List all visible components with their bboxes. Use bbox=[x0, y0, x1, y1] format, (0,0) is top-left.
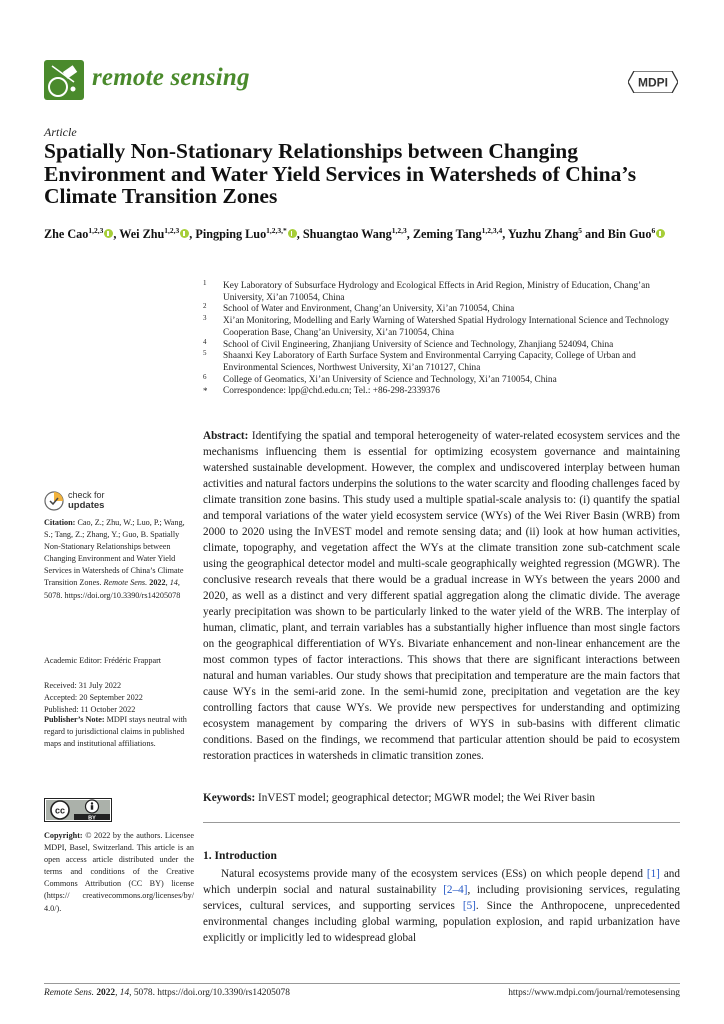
affiliation-text: School of Water and Environment, Chang’an University, Xi’an 710054, China bbox=[223, 304, 515, 315]
citation-volume: 14 bbox=[169, 578, 178, 588]
affiliation-marker: 6 bbox=[203, 372, 207, 381]
affiliation-text: Key Laboratory of Subsurface Hydrology and Ecological Effects in Arid Region, Ministry of Education, Chang’an University, Xi’an 710054, China bbox=[223, 281, 650, 303]
footer-doi[interactable]: , 5078. https://doi.org/10.3390/rs14205078 bbox=[129, 988, 290, 998]
publisher-note-text: MDPI stays neutral with regard to jurisdictional claims in published maps and institutional affiliations. bbox=[44, 715, 187, 749]
affiliation-marker: 2 bbox=[203, 302, 207, 311]
affiliation-marker: 5 bbox=[203, 349, 207, 358]
author-separator: , bbox=[113, 227, 120, 242]
orcid-icon[interactable] bbox=[180, 229, 189, 238]
footer-volume: 14 bbox=[119, 988, 130, 998]
author-separator: , bbox=[189, 227, 196, 242]
received-date: Received: 31 July 2022 bbox=[44, 681, 122, 690]
mdpi-logo-text: MDPI bbox=[638, 75, 668, 90]
affiliation-text: Shaanxi Key Laboratory of Earth Surface System and Environmental Carrying Capacity, College of Urban and Environmental Sciences, Northwest University, Xi’an 710127, China bbox=[223, 351, 636, 373]
introduction-heading: 1. Introduction bbox=[203, 850, 277, 862]
keywords-text: InVEST model; geographical detector; MGWR model; the Wei River basin bbox=[258, 792, 596, 804]
cc-by-license-icon[interactable] bbox=[44, 798, 112, 822]
affiliation-marker: 3 bbox=[203, 314, 207, 323]
publication-dates bbox=[44, 680, 194, 716]
affiliation-text: College of Geomatics, Xi’an University of Science and Technology, Xi’an 710054, China bbox=[223, 374, 557, 385]
copyright-notice bbox=[44, 830, 194, 915]
citation-link[interactable]: [1] bbox=[646, 868, 660, 880]
affiliation-marker: 4 bbox=[203, 337, 207, 346]
check-updates-icon bbox=[44, 491, 64, 511]
keywords-label: Keywords: bbox=[203, 792, 256, 804]
check-updates-line2: updates bbox=[68, 500, 105, 511]
footer-journal: Remote Sens. bbox=[44, 988, 94, 998]
author-affiliation-marker: 1,2,3,* bbox=[266, 226, 287, 235]
orcid-icon[interactable] bbox=[656, 229, 665, 238]
author-name: Zhe Cao bbox=[44, 227, 89, 242]
author-affiliation-marker: 1,2,3,4 bbox=[481, 226, 503, 235]
author-affiliation-marker: 1,2,3 bbox=[88, 226, 104, 235]
footer-journal-url[interactable]: https://www.mdpi.com/journal/remotesensing bbox=[508, 988, 680, 998]
affiliation-text: School of Civil Engineering, Zhanjiang University of Science and Technology, Zhanjiang 524094, China bbox=[223, 339, 614, 350]
affiliation-item bbox=[203, 337, 683, 352]
check-for-updates-badge[interactable] bbox=[44, 490, 164, 512]
mdpi-logo bbox=[628, 71, 678, 93]
published-date: Published: 11 October 2022 bbox=[44, 705, 136, 715]
check-updates-line1: check for bbox=[68, 490, 105, 500]
citation-text: Cao, Z.; Zhu, W.; Luo, P.; Wang, S.; Tang, Z.; Zhang, Y.; Guo, B. Spatially Non-Stationary Relationships between Changing Environment and Water Yield Services in Watersheds of China’s Climate Transition Zones. bbox=[44, 518, 185, 588]
author-separator: , bbox=[296, 227, 303, 242]
author-name: Zeming Tang bbox=[412, 227, 482, 242]
footer-citation: Remote Sens. 2022, 14, 5078. https://doi.org/10.3390/rs14205078 bbox=[44, 988, 290, 998]
author-separator: , bbox=[502, 227, 508, 242]
author-name: Wei Zhu bbox=[119, 227, 165, 242]
affiliation-item bbox=[203, 386, 683, 398]
orcid-icon[interactable] bbox=[104, 229, 113, 238]
affiliation-marker: 1 bbox=[203, 279, 207, 287]
affiliation-item bbox=[203, 372, 683, 387]
publisher-note bbox=[44, 714, 194, 750]
copyright-label: Copyright: bbox=[44, 831, 83, 840]
affiliation-list bbox=[203, 281, 683, 398]
footer-divider bbox=[44, 983, 680, 984]
citation-link[interactable]: [2–4] bbox=[443, 884, 468, 896]
affiliation-marker: * bbox=[203, 386, 208, 397]
affiliation-item bbox=[203, 304, 683, 316]
journal-logo-icon bbox=[44, 60, 84, 100]
affiliation-item bbox=[203, 316, 683, 339]
paper-title: Spatially Non-Stationary Relationships between Changing Environment and Water Yield Services in Watersheds of China’s Climate Transition Zones bbox=[44, 139, 637, 208]
author-name: Shuangtao Wang bbox=[302, 227, 392, 242]
author-name: Yuzhu Zhang bbox=[507, 227, 579, 242]
citation-year: 2022 bbox=[149, 578, 166, 588]
abstract bbox=[203, 428, 680, 764]
citation-journal: Remote Sens. bbox=[103, 578, 148, 588]
keywords bbox=[203, 790, 680, 806]
author-affiliation-marker: 1,2,3 bbox=[164, 226, 180, 235]
intro-text-part: and which underpin social and natural sustainability bbox=[203, 868, 680, 896]
intro-text-part: , including provisioning services, regulating services, cultural services, and supporting services bbox=[203, 884, 680, 912]
svg-text:cc: cc bbox=[54, 805, 66, 816]
journal-name: remote sensing bbox=[92, 64, 250, 91]
intro-text-part: Natural ecosystems provide many of the ecosystem services (ESs) on which people depend bbox=[221, 868, 647, 880]
citation-label: Citation: bbox=[44, 518, 76, 527]
orcid-icon[interactable] bbox=[288, 229, 297, 238]
author-affiliation-marker: 1,2,3 bbox=[391, 226, 407, 235]
article-type: Article bbox=[44, 125, 77, 139]
author-name: Pingping Luo bbox=[195, 227, 267, 242]
academic-editor: Academic Editor: Frédéric Frappart bbox=[44, 656, 162, 665]
author-list bbox=[44, 222, 694, 243]
affiliation-text: Correspondence: lpp@chd.edu.cn; Tel.: +86-298-2339376 bbox=[223, 386, 440, 397]
author-affiliation-marker: 6 bbox=[651, 226, 656, 235]
author-name: Bin Guo bbox=[607, 227, 652, 242]
cc-by-label: BY bbox=[88, 815, 96, 822]
copyright-text: © 2022 by the authors. Licensee MDPI, Basel, Switzerland. This article is an open access article distributed under the terms and conditions of the Creative Commons Attribution (CC BY) license (https:// creativecommons.org/licenses/by/ 4.0/). bbox=[44, 831, 195, 913]
author-affiliation-marker: 5 bbox=[578, 226, 582, 235]
section-divider bbox=[203, 822, 680, 823]
author-separator: and bbox=[581, 227, 608, 242]
intro-text-part: . Since the Anthropocene, unprecedented environmental changes including global warming, population explosion, and rapid urbanization have explicitly or implicitly led to widespread global bbox=[203, 900, 680, 944]
affiliation-item bbox=[203, 281, 683, 304]
citation-block: Citation: Cao, Z.; Zhu, W.; Luo, P.; Wang, S.; Tang, Z.; Zhang, Y.; Guo, B. Spatially Non-Stationary Relationships between Changing Environment and Water Yield Services in Watersheds of China’s Climate Transition Zones. Remote Sens. 2022, 14, 5078. https://doi.org/10.3390/rs14205078 bbox=[44, 518, 185, 600]
citation-doi: , 5078. https://doi.org/10.3390/rs14205078 bbox=[44, 578, 181, 600]
introduction-paragraph bbox=[203, 866, 680, 946]
citation-link[interactable]: [5] bbox=[462, 900, 476, 912]
abstract-text: Identifying the spatial and temporal heterogeneity of water-related ecosystem services and the mechanisms influencing them is essential for optimizing ecosystem governance and maintaining watershed sustainable development. However, the complex and undiscovered interplay between human activities and natural factors underpins the solutions to the water scarcity and flooding challenges faced by climate transition zone basins. This study used a multiple spatial-scale analysis to: (i) quantify the spatial and temporal variations of the water yield ecosystem service (WYs) of the Wei River Basin (WRB) from 2000 to 2020 using the InVEST model and remote sensing data; and (ii) look at how human activities, climate, topography, and vegetation affect the WYs at the climate transition zone sub-catchment scale using the geographical detector model and multi-scale geographically weighted regression (MGWR). The conclusive research reveals that there would be a gradual increase in WYs between the years 2000 and 2020, as well as a distinct and very different spatial aggregation along the climatic divide. The average yearly precipitation was shown to be particularly linked to the water yield of the WRB. The interplay of human, climatic, plant, and terrain variables has a substantially higher influence than most single factors on the geographical differentiation of WYs. Bivariate enhancement and non-linear enhancement are the most common types of factor interactions. This shows that there are significant interactions between natural and human variables. Our study shows that precipitation and temperature are the main factors that cause WYs in the semi-arid zone. In the semi-humid zone, precipitation and vegetation are the key controlling factors that cause WYs. We provide new perspectives for understanding and optimizing ecosystem management by comparing the drivers of WYS in sub-basins with different climatic conditions. Based on the findings, we recommend that particular attention should be paid to ecosystem restoration practices in watersheds in climatic transition zones. bbox=[203, 430, 681, 762]
abstract-label: Abstract: bbox=[203, 430, 249, 442]
author-separator: , bbox=[406, 227, 413, 242]
affiliation-text: Xi’an Monitoring, Modelling and Early Warning of Watershed Spatial Hydrology International Science and Technology Cooperation Base, Chang’an University, Xi’an 710054, China bbox=[223, 316, 670, 338]
footer-year: 2022 bbox=[96, 988, 116, 998]
publisher-note-label: Publisher’s Note: bbox=[44, 715, 105, 724]
affiliation-item bbox=[203, 351, 683, 374]
accepted-date: Accepted: 20 September 2022 bbox=[44, 693, 143, 703]
